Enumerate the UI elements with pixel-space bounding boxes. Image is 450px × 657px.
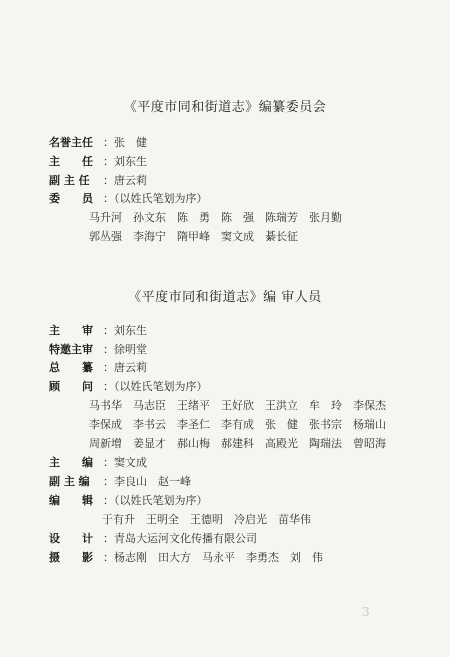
row-value: 窦文成 [114, 456, 147, 469]
committee-members-line: 郭丛强 李海宁 隋甲峰 窦文成 綦长征 [89, 230, 298, 243]
row-value: 刘东生 [114, 155, 147, 168]
row-label: 编 辑 [49, 494, 93, 507]
editors-row-invited-reviewer: 特邀主审 ：徐明堂 [49, 343, 147, 356]
committee-row-members: 委 员 ：（以姓氏笔划为序） [49, 192, 208, 205]
row-label: 委 员 [49, 192, 93, 205]
row-value: 杨志刚 田大方 马永平 李勇杰 刘 伟 [114, 551, 323, 564]
editors-row-chief-reviewer: 主 审 ：刘东生 [49, 324, 147, 337]
editors-row-general-editor: 总 纂 ：唐云莉 [49, 361, 147, 374]
row-value: 李良山 赵一峰 [114, 475, 191, 488]
row-value: （以姓氏笔划为序） [114, 380, 208, 393]
advisors-line: 周新增 姜显才 郝山梅 郝建科 高殿光 陶瑞法 曾昭海 [89, 437, 386, 450]
row-value: （以姓氏笔划为序） [114, 192, 208, 205]
row-label: 摄 影 [49, 551, 93, 564]
row-value: 张 健 [114, 136, 147, 149]
row-value: 徐明堂 [114, 343, 147, 356]
committee-title: 《平度市同和街道志》编纂委员会 [123, 100, 327, 115]
advisors-line: 李保成 李书云 李圣仁 李有成 张 健 张书宗 杨瑞山 [89, 418, 386, 431]
editors-title: 《平度市同和街道志》编 审人员 [128, 290, 322, 305]
row-value: 刘东生 [114, 324, 147, 337]
row-value: 青岛大运河文化传播有限公司 [114, 532, 257, 545]
row-value: 唐云莉 [114, 361, 147, 374]
editors-row-advisors: 顾 问 ：（以姓氏笔划为序） [49, 380, 208, 393]
committee-row-honorary-director: 名誉主任 ：张 健 [49, 136, 147, 149]
committee-members-line: 马升河 孙文东 陈 勇 陈 强 陈瑞芳 张月勤 [89, 211, 342, 224]
editors-row-photography: 摄 影 ：杨志刚 田大方 马永平 李勇杰 刘 伟 [49, 551, 323, 564]
row-label: 副 主 编 [49, 475, 90, 488]
page-mark: 3 [362, 605, 370, 619]
editors-row-editing: 编 辑 ：（以姓氏笔划为序） [49, 494, 208, 507]
committee-row-director: 主 任 ：刘东生 [49, 155, 147, 168]
advisors-line: 马书华 马志臣 王绪平 王好欣 王洪立 牟 玲 李保杰 [89, 399, 386, 412]
row-label: 主 任 [49, 155, 93, 168]
editors-row-deputy-editor: 副 主 编 ：李良山 赵一峰 [49, 475, 191, 488]
row-label: 总 纂 [49, 361, 93, 374]
committee-row-deputy-director: 副 主 任 ：唐云莉 [49, 174, 147, 187]
row-label: 副 主 任 [49, 174, 90, 187]
row-value: 唐云莉 [114, 174, 147, 187]
row-value: （以姓氏笔划为序） [114, 494, 208, 507]
row-label: 顾 问 [49, 380, 93, 393]
row-label: 特邀主审 [49, 343, 93, 356]
editors-row-editor-in-chief: 主 编 ：窦文成 [49, 456, 147, 469]
row-label: 主 编 [49, 456, 93, 469]
editors-names-line: 于有升 王明全 王德明 冷启光 苗华伟 [102, 513, 311, 526]
row-label: 名誉主任 [49, 136, 93, 149]
row-label: 主 审 [49, 324, 93, 337]
editors-row-design: 设 计 ：青岛大运河文化传播有限公司 [49, 532, 257, 545]
row-label: 设 计 [49, 532, 93, 545]
